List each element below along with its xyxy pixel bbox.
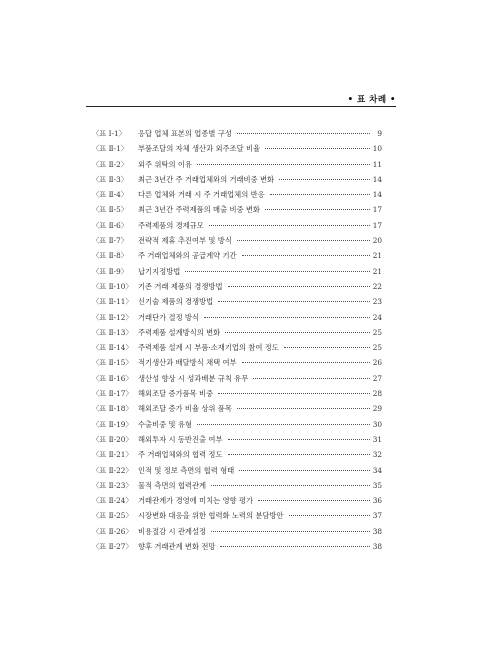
toc-entry[interactable] [92,264,382,279]
toc-entry-title: 수출비중 및 유형 [138,419,192,429]
toc-entry[interactable] [92,340,382,355]
toc-entry-page-number: 10 [372,144,382,154]
toc-entry-label: 〈표 Ⅱ-27〉 [92,542,133,552]
toc-entry-label: 〈표 Ⅱ-11〉 [92,297,133,307]
toc-entry-label: 〈표 Ⅱ-2〉 [92,159,129,169]
toc-entry-label: 〈표 Ⅱ-3〉 [92,174,129,184]
toc-entry-page-number: 28 [372,389,382,399]
toc-entry-label: 〈표 Ⅱ-15〉 [92,358,133,368]
toc-entry-title: 물적 측면의 협력관계 [138,480,207,490]
toc-entry-title: 생산성 향상 시 성과배분 규칙 유무 [138,373,249,383]
toc-entry-page-number: 34 [372,465,382,475]
toc-entry-page-number: 14 [372,190,382,200]
dot-leader [237,240,370,241]
toc-entry-title: 시장변화 대응을 위한 협력화 노력의 분담방안 [138,511,284,521]
toc-entry-label: 〈표 Ⅱ-1〉 [92,144,129,154]
toc-entry-page-number: 11 [372,159,382,169]
toc-entry-label: 〈표 Ⅱ-18〉 [92,404,133,414]
toc-entry-title: 신기술 제품의 경쟁방법 [138,297,214,307]
toc-entry[interactable] [92,310,382,325]
toc-entry-label: 〈표 Ⅱ-16〉 [92,373,133,383]
toc-entry-page-number: 14 [372,174,382,184]
toc-entry-title: 거래관계가 경영에 미치는 영향 평가 [138,496,254,506]
toc-entry-label: 〈표 Ⅱ-23〉 [92,480,133,490]
toc-entry[interactable] [92,508,382,523]
toc-entry-page-number: 24 [372,312,382,322]
toc-entry-title: 주력제품 설계방식의 변화 [138,327,221,337]
toc-entry-label: 〈표 Ⅱ-8〉 [92,251,129,261]
toc-entry-label: 〈표 Ⅰ-1〉 [92,129,126,138]
header-divider [86,106,396,107]
toc-entry[interactable] [92,279,382,294]
toc-entry-page-number: 30 [372,419,382,429]
toc-entry[interactable] [92,524,382,539]
page-title: • 표 차례 • [347,95,396,105]
toc-entry-label: 〈표 Ⅱ-19〉 [92,419,133,429]
toc-entry-title: 응답 업체 표본의 업종별 구성 [138,129,232,138]
toc-entry-title: 거래단가 결정 방식 [138,312,200,322]
dot-leader [225,332,370,333]
toc-entry-page-number: 25 [372,343,382,353]
toc-entry-page-number: 23 [372,297,382,307]
toc-entry[interactable] [92,493,382,508]
toc-entry-title: 외주 위탁의 이유 [138,159,192,169]
toc-entry[interactable] [92,355,382,370]
dot-leader [197,424,370,425]
dot-leader [218,393,370,394]
toc-entry[interactable] [92,478,382,493]
toc-entry-title: 주력제품의 경제규모 [138,220,204,230]
dot-leader [284,347,370,348]
toc-entry-page-number: 21 [372,251,382,261]
toc-entry[interactable] [92,233,382,248]
toc-entry-label: 〈표 Ⅱ-26〉 [92,526,133,536]
toc-entry-title: 부품조달의 자체 생산과 외주조달 비율 [138,144,261,154]
dot-leader [228,454,371,455]
toc-entry-label: 〈표 Ⅱ-25〉 [92,511,133,521]
toc-entry[interactable] [92,401,382,416]
toc-entry-label: 〈표 Ⅱ-10〉 [92,281,133,291]
dot-leader [185,271,370,272]
toc-entry[interactable] [92,126,382,141]
toc-entry-page-number: 17 [372,220,382,230]
toc-entry-page-number: 32 [372,450,382,460]
dot-leader [242,255,370,256]
dot-leader [289,515,370,516]
toc-entry[interactable] [92,539,382,554]
toc-entry-page-number: 21 [372,266,382,276]
dot-leader [220,546,370,547]
toc-entry-page-number: 27 [372,373,382,383]
dot-leader [228,286,371,287]
dot-leader [211,531,370,532]
toc-entry-title: 비용절감 시 관계설정 [138,526,207,536]
toc-entry-label: 〈표 Ⅱ-17〉 [92,389,133,399]
dot-leader [209,225,370,226]
dot-leader [218,301,370,302]
dot-leader [279,179,370,180]
dot-leader [211,485,370,486]
toc-entry[interactable] [92,294,382,309]
dot-leader [265,148,370,149]
toc-entry[interactable] [92,157,382,172]
toc-entry[interactable] [92,187,382,202]
toc-entry-title: 해외조달 증가 비율 상위 품목 [138,404,232,414]
dot-leader [237,133,370,134]
toc-entry[interactable] [92,218,382,233]
dot-leader [265,209,370,210]
toc-entry-title: 주 거래업체와의 공급계약 기간 [138,251,237,261]
toc-entry-page-number: 17 [372,205,382,215]
toc-entry-label: 〈표 Ⅱ-7〉 [92,236,129,246]
toc-entry-title: 주력제품 설계 시 부품·소재기업의 참여 정도 [138,343,279,353]
dot-leader [228,439,371,440]
toc-entry[interactable] [92,172,382,187]
toc-entry-page-number: 20 [372,236,382,246]
toc-entry[interactable] [92,463,382,478]
toc-entry-title: 향후 거래관계 변화 전망 [138,542,216,552]
toc-entry[interactable] [92,432,382,447]
toc-entry-page-number: 25 [372,327,382,337]
toc-entry-title: 전략적 제휴 추진여부 및 방식 [138,236,232,246]
dot-leader [242,362,370,363]
toc-entry[interactable] [92,371,382,386]
toc-entry[interactable] [92,417,382,432]
toc-entry-label: 〈표 Ⅱ-4〉 [92,190,129,200]
toc-entry[interactable] [92,325,382,340]
toc-entry-page-number: 37 [372,511,382,521]
toc-entry[interactable] [92,141,382,156]
dot-leader [237,408,370,409]
toc-entry-page-number: 26 [372,358,382,368]
table-of-contents-list [92,126,382,554]
toc-entry-title: 해외투자 시 동반진출 여부 [138,434,223,444]
toc-entry-label: 〈표 Ⅱ-9〉 [92,266,129,276]
toc-entry-title: 최근 3년간 주 거래업체와의 거래비중 변화 [138,174,275,184]
dot-leader [239,470,370,471]
toc-entry-label: 〈표 Ⅱ-14〉 [92,343,133,353]
toc-entry-title: 주 거래업체와의 협력 정도 [138,450,223,460]
toc-entry-title: 인적 및 정보 측면의 협력 형태 [138,465,235,475]
toc-entry-page-number: 9 [377,129,382,138]
dot-leader [197,164,370,165]
dot-leader [253,378,370,379]
toc-entry-label: 〈표 Ⅱ-20〉 [92,434,133,444]
toc-entry-page-number: 22 [372,281,382,291]
toc-entry-label: 〈표 Ⅱ-24〉 [92,496,133,506]
toc-entry[interactable] [92,248,382,263]
toc-entry-page-number: 31 [372,434,382,444]
dot-leader [204,317,370,318]
toc-entry-page-number: 29 [372,404,382,414]
toc-entry-title: 다른 업체와 거래 시 주 거래업체의 반응 [138,190,265,200]
toc-entry-title: 최근 3년간 주력제품의 매출 비중 변화 [138,205,260,215]
toc-entry-title: 납기지정방법 [138,266,181,276]
toc-entry[interactable] [92,447,382,462]
toc-entry-page-number: 38 [372,542,382,552]
toc-entry-title: 적기생산과 배달방식 채택 여부 [138,358,237,368]
toc-entry-label: 〈표 Ⅱ-13〉 [92,327,133,337]
toc-entry-title: 기존 거래 제품의 경쟁방법 [138,281,223,291]
toc-entry-title: 해외조달 증가품목 비중 [138,389,214,399]
toc-entry-label: 〈표 Ⅱ-21〉 [92,450,133,460]
toc-entry-page-number: 38 [372,526,382,536]
toc-entry[interactable] [92,202,382,217]
toc-entry-label: 〈표 Ⅱ-5〉 [92,205,129,215]
dot-leader [258,500,370,501]
dot-leader [270,194,370,195]
toc-entry-label: 〈표 Ⅱ-12〉 [92,312,133,322]
toc-entry-label: 〈표 Ⅱ-22〉 [92,465,133,475]
toc-entry-page-number: 36 [372,496,382,506]
toc-entry-page-number: 35 [372,480,382,490]
toc-entry[interactable] [92,386,382,401]
toc-entry-label: 〈표 Ⅱ-6〉 [92,220,129,230]
